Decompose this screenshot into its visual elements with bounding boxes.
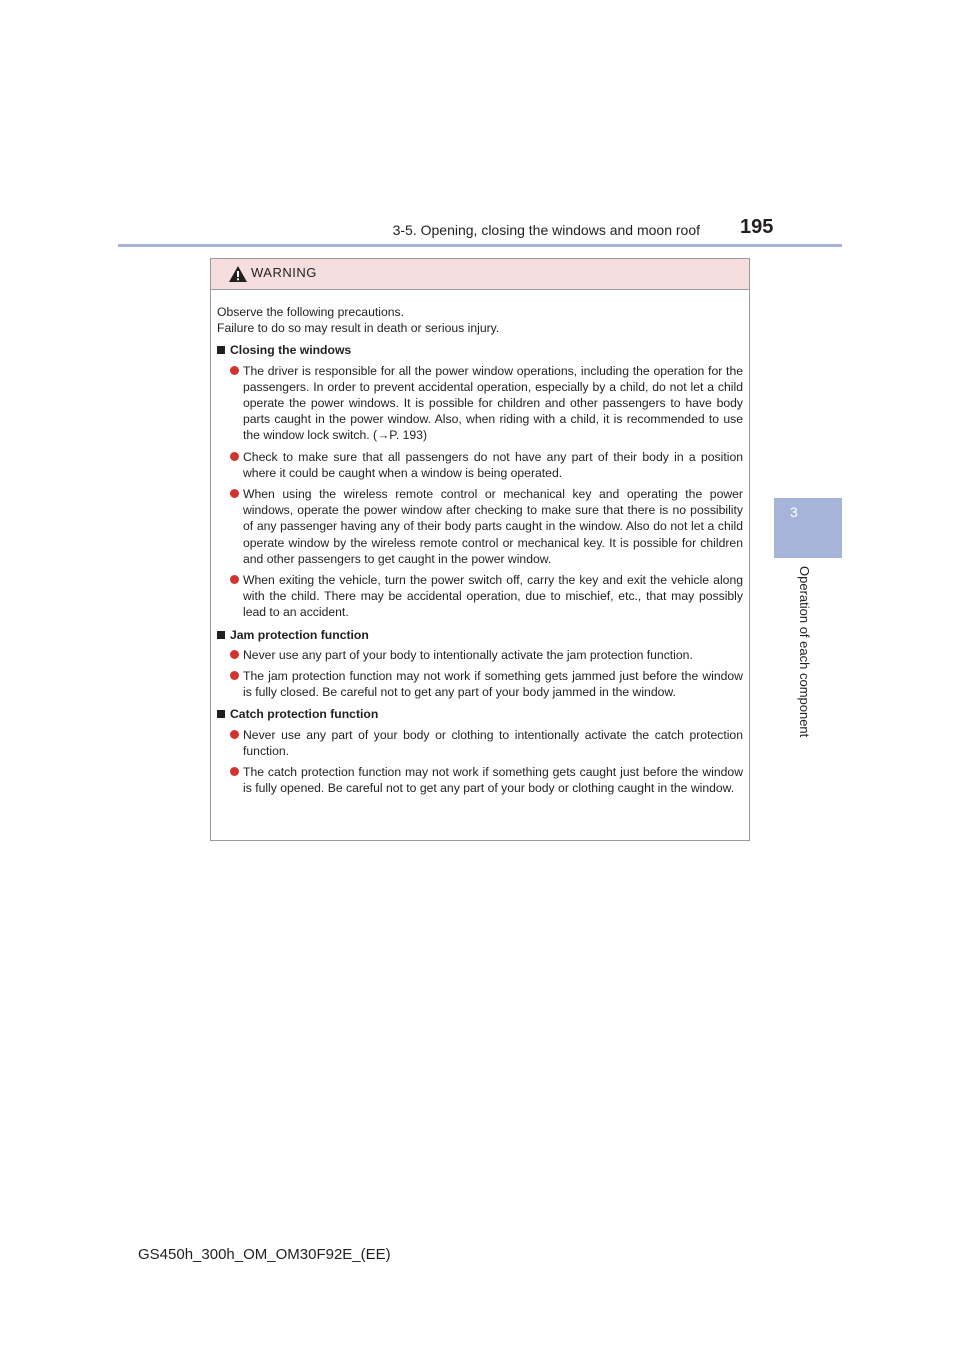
list-item: When using the wireless remote control or mechanical key and operating the power windows, operate the power window after checking to make sure that there is no possibility of any passenger having any of their body parts caught in the window. Also do not let a child operate window by the wireless remote control or mechanical key. It is possible for children and other passengers to get caught in the power window. (217, 486, 743, 567)
red-dot-icon (230, 671, 239, 680)
intro-line: Observe the following precautions. (217, 305, 404, 319)
red-dot-icon (230, 767, 239, 776)
square-bullet-icon (217, 346, 225, 354)
warning-box (210, 258, 750, 841)
chapter-label (796, 566, 812, 766)
section-heading-jam-protection: Jam protection function (217, 627, 743, 643)
square-bullet-icon (217, 710, 225, 718)
section-heading-catch-protection: Catch protection function (217, 706, 743, 722)
intro-line: Failure to do so may result in death or serious injury. (217, 321, 500, 336)
warning-label: WARNING (251, 265, 317, 280)
warning-body (211, 290, 749, 796)
header-divider (118, 244, 842, 247)
list-item: Never use any part of your body or clothing to intentionally activate the catch protection function. (217, 727, 743, 759)
list-item: Never use any part of your body to intentionally activate the jam protection function. (217, 647, 743, 663)
chapter-tab (774, 498, 842, 558)
red-dot-icon (230, 366, 239, 375)
list-item: Check to make sure that all passengers do not have any part of their body in a position where it could be caught when a window is being operated. (217, 449, 743, 481)
warning-intro (217, 304, 743, 336)
warning-triangle-icon (229, 266, 247, 282)
list-item: The driver is responsible for all the power window operations, including the operation for the passengers. In order to prevent accidental operation, especially by a child, do not let a child operate the power windows. It is possible for children and other passengers to have body parts caught in the power window. Also, when riding with a child, it is recommended to use the window lock switch. (→P. 193) (217, 363, 743, 444)
list-item: When exiting the vehicle, turn the power switch off, carry the key and exit the vehicle along with the child. There may be accidental operation, due to mischief, etc., that may possibly lead to an accident. (217, 572, 743, 621)
red-dot-icon (230, 489, 239, 498)
list-item: The jam protection function may not work if something gets jammed just before the window is fully closed. Be careful not to get any part of your body jammed in the window. (217, 668, 743, 700)
red-dot-icon (230, 650, 239, 659)
page-number: 195 (740, 216, 774, 238)
red-dot-icon (230, 730, 239, 739)
document-code: GS450h_300h_OM_OM30F92E_(EE) (138, 1246, 391, 1263)
square-bullet-icon (217, 631, 225, 639)
list-item: The catch protection function may not work if something gets caught just before the window is fully opened. Be careful not to get any part of your body or clothing caught in the window. (217, 764, 743, 796)
red-dot-icon (230, 452, 239, 461)
chapter-number: 3 (790, 504, 798, 520)
warning-header (211, 259, 749, 290)
chapter-label-text: Operation of each component (797, 566, 812, 738)
header-title: 3-5. Opening, closing the windows and moon roof (392, 222, 700, 238)
section-heading-closing-windows: Closing the windows (217, 342, 743, 358)
red-dot-icon (230, 575, 239, 584)
